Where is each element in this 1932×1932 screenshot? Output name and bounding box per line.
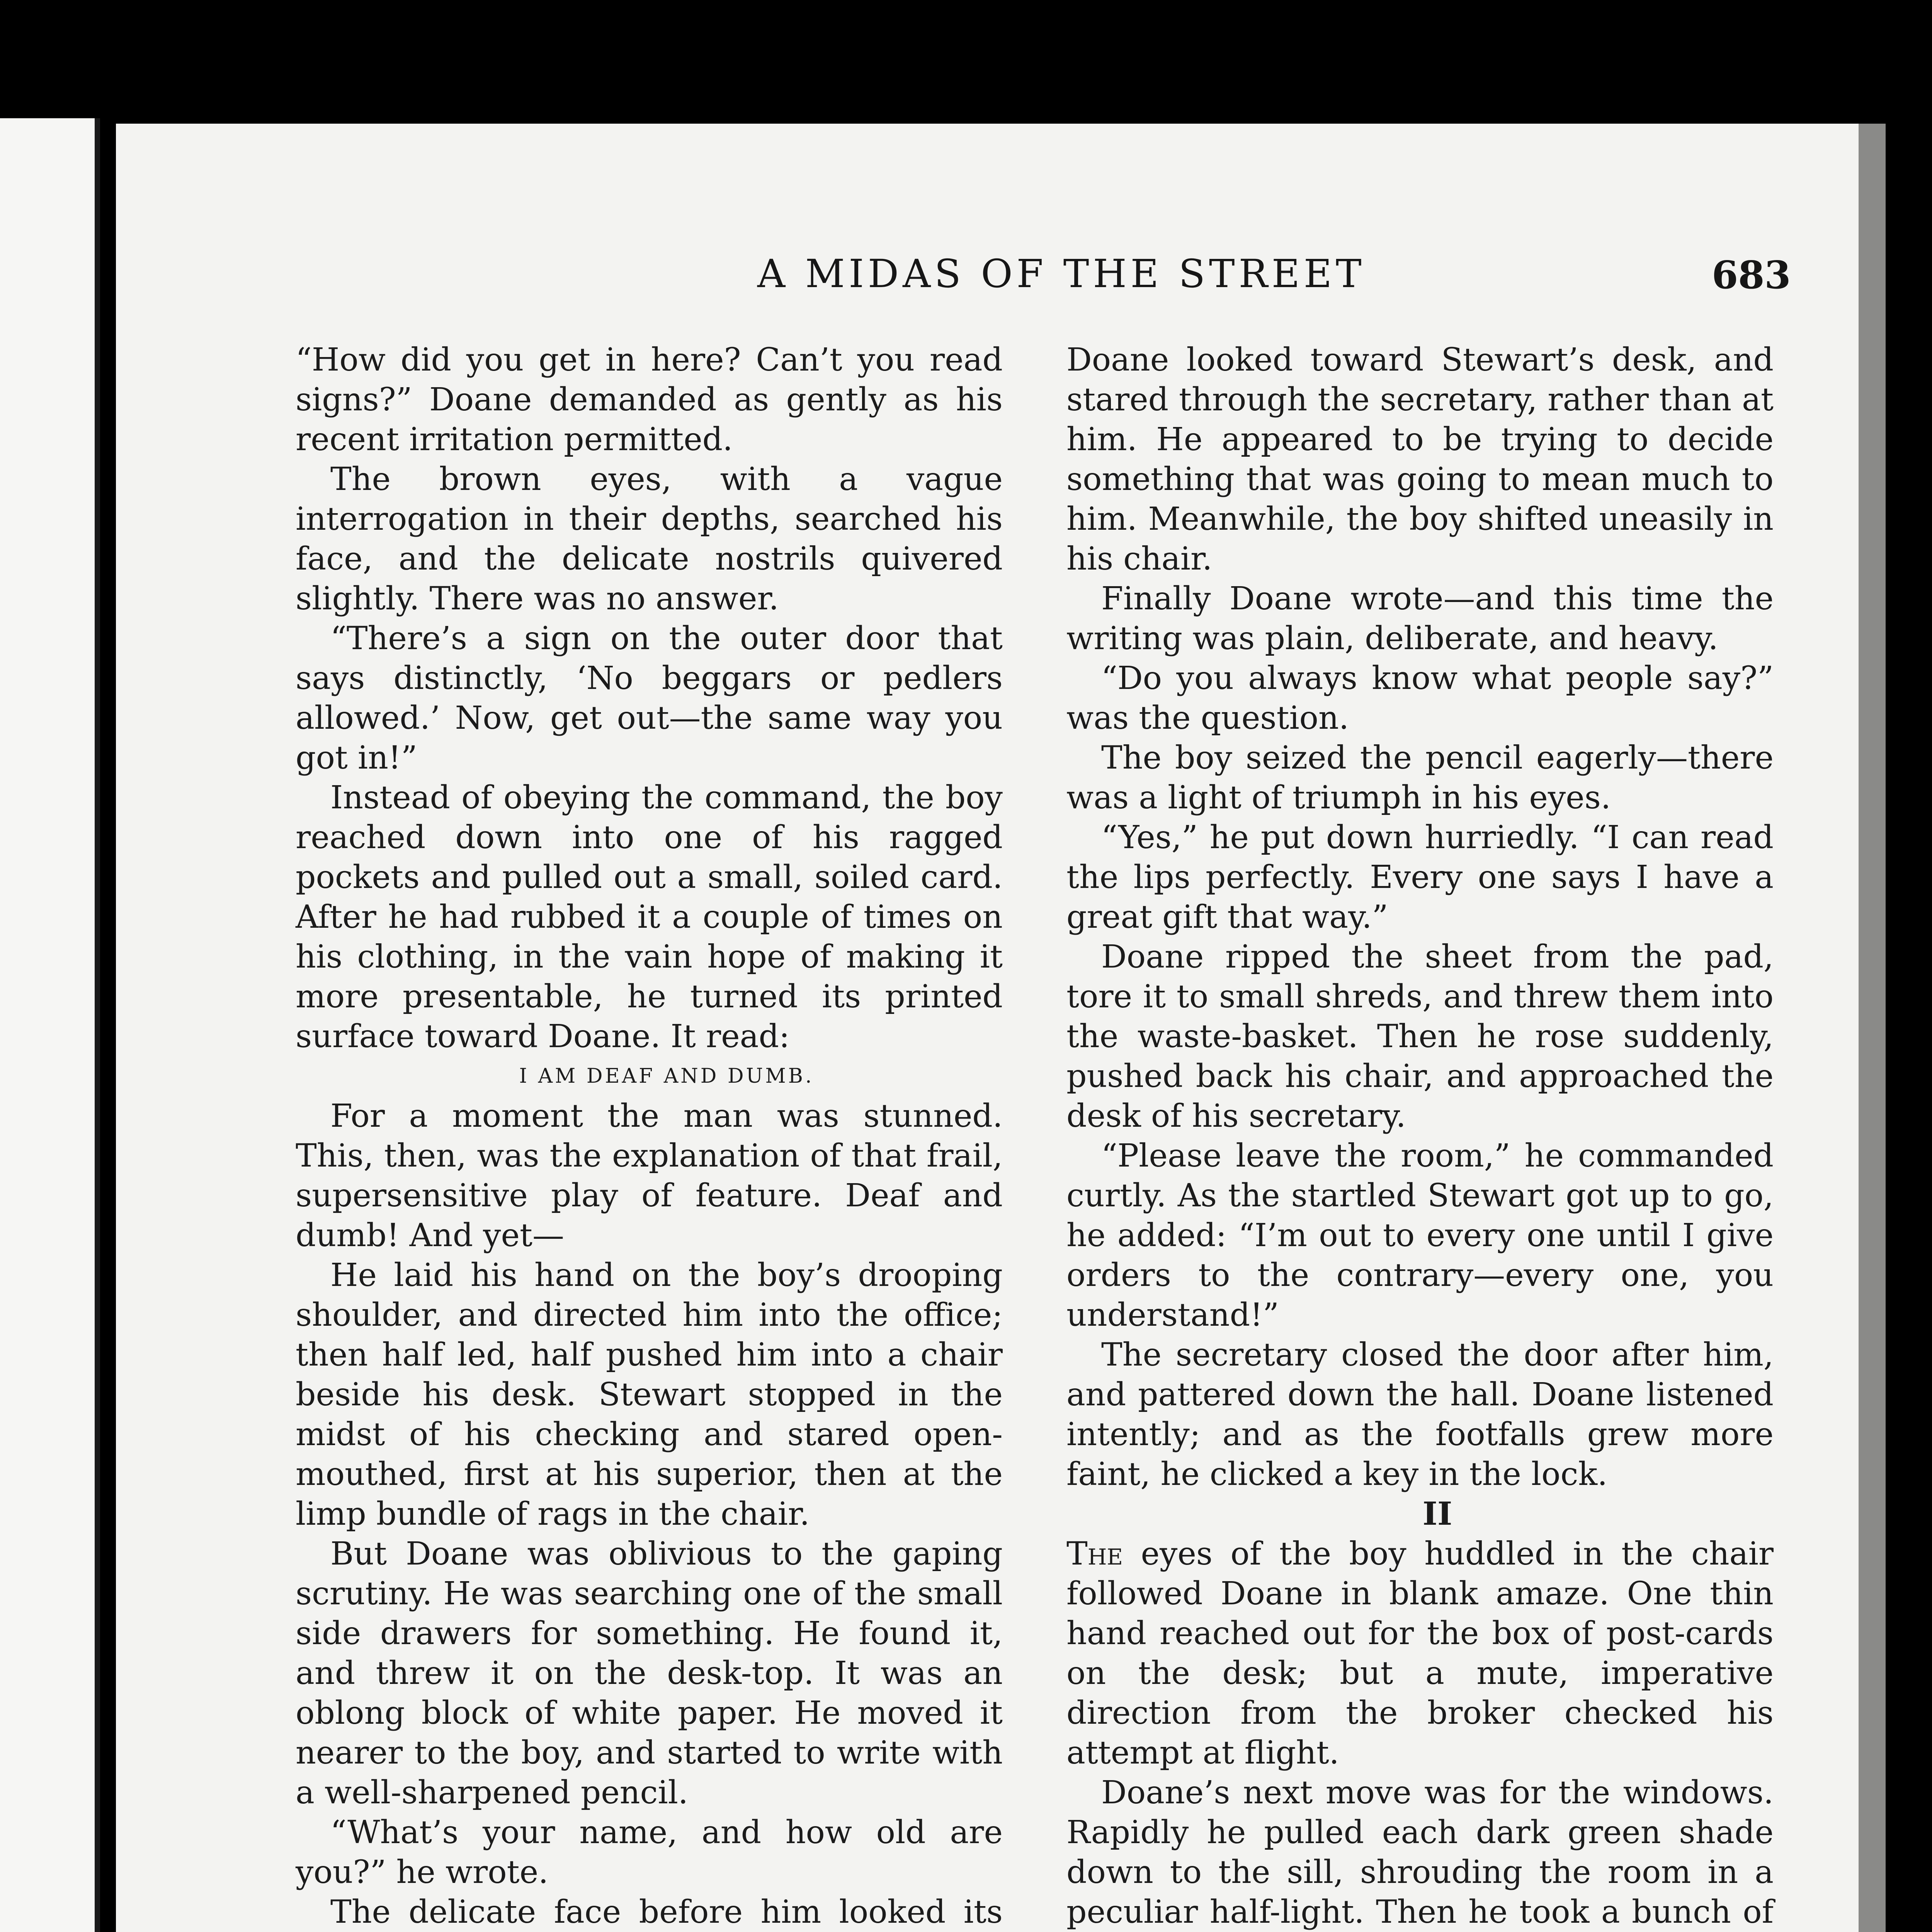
paragraph: Doane ripped the sheet from the pad, tore it to small shreds, and threw them into the waste-basket. Then he rose suddenly, pushed back his chair, and approached the desk of his secretary.: [1066, 939, 1774, 1134]
paragraph: The brown eyes, with a vague interrogation in their depths, searched his face, and the delicate nostrils quivered slightly. There was no answer.: [296, 461, 1003, 617]
facing-page-edge: [0, 118, 100, 1932]
paragraph: “How did you get in here? Can’t you read signs?” Doane demanded as gently as his recent irritation permitted.: [296, 342, 1003, 458]
running-title: A MIDAS OF THE STREET: [757, 251, 1366, 296]
section-heading: II: [1422, 1495, 1452, 1532]
paragraph: Finally Doane wrote—and this time the writing was plain, deliberate, and heavy.: [1066, 580, 1774, 657]
opening-text: eyes of the boy huddled in the chair followed Doane in blank amaze. One thin hand reached out for the box of post-cards on the desk; but a mute, imperative direction from the broker checked his attempt at flight.: [1066, 1536, 1774, 1771]
paragraph: The delicate face before him looked its: [330, 1894, 1003, 1930]
paragraph: Instead of obeying the command, the boy reached down into one of his ragged pockets and pulled out a small, soiled card. After he had rubbed it a couple of times on his clothing, in the vain hope of making it more presentable, he turned its printed surface toward Doane. It read:: [296, 779, 1003, 1055]
paragraph: For a moment the man was stunned. This, then, was the explanation of that frail, supersensitive play of feature. Deaf and dumb! And yet—: [296, 1098, 1003, 1254]
paragraph: Doane looked toward Stewart’s desk, and stared through the secretary, rather than at him. He appeared to be trying to decide something that was going to mean much to him. Meanwhile, the boy shifted uneasily in his chair.: [1066, 342, 1774, 577]
right-column: [1066, 340, 1774, 1932]
page-number: 683: [1712, 253, 1791, 298]
card-notice: I AM DEAF AND DUMB.: [519, 1065, 814, 1088]
paragraph: “Do you always know what people say?” was the question.: [1066, 660, 1774, 736]
paragraph: The boy seized the pencil eagerly—there was a light of triumph in his eyes.: [1066, 740, 1774, 816]
paragraph: The secretary closed the door after him, and pattered down the hall. Doane listened intently; and as the footfalls grew more faint, he clicked a key in the lock.: [1066, 1337, 1774, 1493]
paragraph: “Yes,” he put down hurriedly. “I can read the lips perfectly. Every one says I have a great gift that way.”: [1066, 819, 1774, 935]
paragraph: “There’s a sign on the outer door that says distinctly, ‘No beggars or pedlers allowed.’ Now, get out—the same way you got in!”: [296, 620, 1003, 776]
paragraph: He laid his hand on the boy’s drooping shoulder, and directed him into the office; then half led, half pushed him into a chair beside his desk. Stewart stopped in the midst of his checking and stared open-mouthed, first at his superior, then at the limp bundle of rags in the chair.: [296, 1257, 1003, 1532]
paragraph: “Please leave the room,” he commanded curtly. As the startled Stewart got up to go, he added: “I’m out to every one until I give orders to the contrary—every one, you understand!”: [1066, 1138, 1774, 1333]
section-opening-paragraph: [1066, 1534, 1774, 1773]
paragraph: “What’s your name, and how old are you?” he wrote.: [296, 1814, 1003, 1891]
drop-word: The: [1066, 1536, 1123, 1572]
left-column: [296, 340, 1003, 1932]
paragraph: Doane’s next move was for the windows. Rapidly he pulled each dark green shade down to the sill, shrouding the room in a peculiar half-light. Then he took a bunch of: [1066, 1774, 1774, 1930]
paragraph: But Doane was oblivious to the gaping scrutiny. He was searching one of the small side drawers for something. He found it, and threw it on the desk-top. It was an oblong block of white paper. He moved it nearer to the boy, and started to write with a well-sharpened pencil.: [296, 1536, 1003, 1811]
